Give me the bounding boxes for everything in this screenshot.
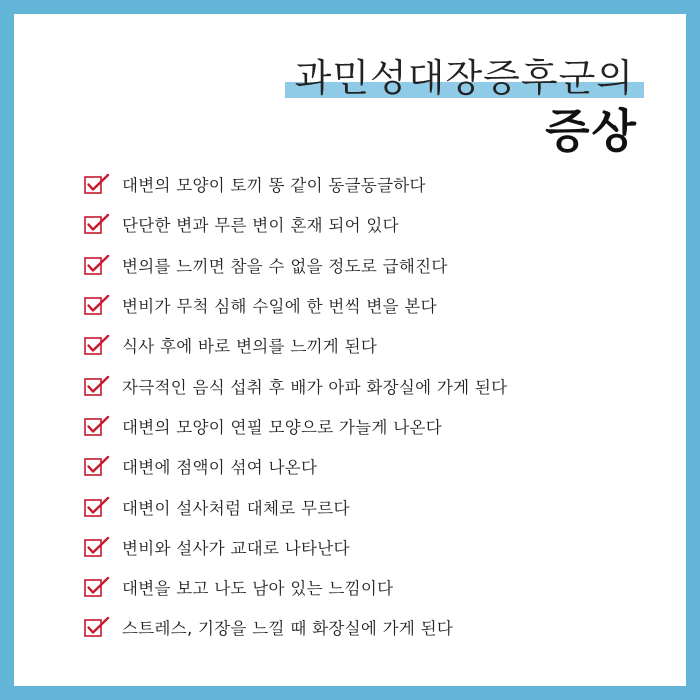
page-title-line2: 증상: [545, 104, 638, 158]
symptom-text: 변비가 무척 심해 수일에 한 번씩 변을 본다: [122, 297, 437, 317]
list-item: [84, 567, 507, 607]
checkbox-checked-icon: [84, 536, 110, 558]
list-item: [84, 245, 507, 285]
page-title-line1: [291, 56, 638, 100]
checkbox-checked-icon: [84, 294, 110, 316]
symptom-list: [84, 164, 507, 648]
checkbox-checked-icon: [84, 496, 110, 518]
list-item: [84, 204, 507, 244]
checkbox-checked-icon: [84, 213, 110, 235]
list-item: [84, 365, 507, 405]
symptom-text: 스트레스, 기장을 느낄 때 화장실에 가게 된다: [122, 619, 454, 639]
list-item: [84, 527, 507, 567]
symptom-text: 대변이 설사처럼 대체로 무르다: [122, 498, 350, 518]
list-item: [84, 285, 507, 325]
checkbox-checked-icon: [84, 616, 110, 638]
checkbox-checked-icon: [84, 334, 110, 356]
symptom-text: 대변에 점액이 섞여 나온다: [122, 458, 318, 478]
checkbox-checked-icon: [84, 455, 110, 477]
checkbox-checked-icon: [84, 576, 110, 598]
symptom-text: 대변의 모양이 토끼 똥 같이 동글동글하다: [122, 176, 426, 196]
symptom-text: 변의를 느끼면 참을 수 없을 정도로 급해진다: [122, 256, 448, 276]
symptom-text: 단단한 변과 무른 변이 혼재 되어 있다: [122, 216, 399, 236]
title-block: [291, 56, 638, 158]
list-item: [84, 607, 507, 647]
content-card: [14, 14, 686, 686]
list-item: [84, 325, 507, 365]
checkbox-checked-icon: [84, 173, 110, 195]
symptom-text: 식사 후에 바로 변의를 느끼게 된다: [122, 337, 378, 357]
checkbox-checked-icon: [84, 254, 110, 276]
list-item: [84, 164, 507, 204]
symptom-text: 자극적인 음식 섭취 후 배가 아파 화장실에 가게 된다: [122, 377, 508, 397]
page-title-text: 과민성대장증후군의: [294, 56, 634, 100]
symptom-text: 대변을 보고 나도 남아 있는 느낌이다: [122, 579, 394, 599]
list-item: [84, 486, 507, 526]
symptom-text: 변비와 설사가 교대로 나타난다: [122, 538, 350, 558]
checkbox-checked-icon: [84, 415, 110, 437]
symptom-text: 대변의 모양이 연필 모양으로 가늘게 나온다: [122, 417, 443, 437]
list-item: [84, 406, 507, 446]
list-item: [84, 446, 507, 486]
checkbox-checked-icon: [84, 375, 110, 397]
